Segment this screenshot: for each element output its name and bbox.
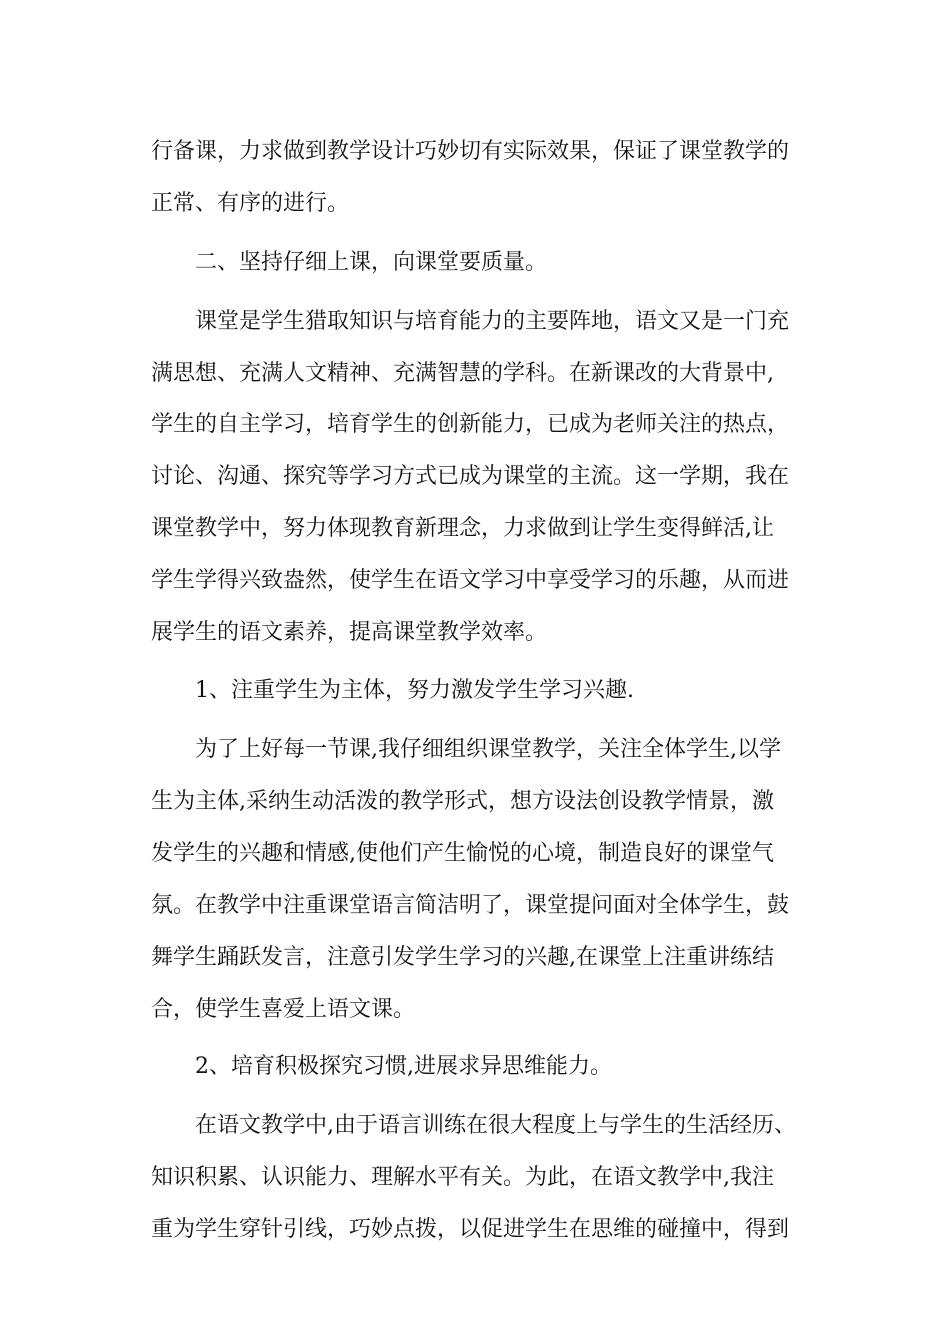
paragraph-line: 正常、有序的进行。 — [151, 191, 350, 216]
paragraph-line: 行备课，力求做到教学设计巧妙切有实际效果，保证了课堂教学的 — [151, 139, 790, 164]
paragraph-line: 合，使学生喜爱上语文课。 — [151, 997, 416, 1022]
paragraph-line: 在语文教学中,由于语言训练在很大程度上与学生的生活经历、 — [195, 1113, 796, 1138]
paragraph-line: 发学生的兴趣和情感,使他们产生愉悦的心境，制造良好的课堂气 — [151, 841, 774, 866]
paragraph-line: 氛。在教学中注重课堂语言简洁明了，课堂提问面对全体学生，鼓 — [151, 893, 790, 918]
paragraph-line: 为了上好每一节课,我仔细组织课堂教学，关注全体学生,以学 — [195, 737, 781, 762]
section-heading: 二、坚持仔细上课，向课堂要质量。 — [195, 250, 548, 275]
subsection-heading: 2、培育积极探究习惯,进展求异思维能力。 — [195, 1054, 612, 1079]
paragraph-line: 展学生的语文素养，提高课堂教学效率。 — [151, 620, 548, 645]
paragraph-line: 生为主体,采纳生动活泼的教学形式，想方设法创设教学情景，激 — [151, 789, 774, 814]
paragraph-line: 满思想、充满人文精神、充满智慧的学科。在新课改的大背景中, — [151, 361, 774, 386]
paragraph-line: 学生学得兴致盎然，使学生在语文学习中享受学习的乐趣，从而进 — [151, 568, 790, 593]
paragraph-line: 舞学生踊跃发言，注意引发学生学习的兴趣,在课堂上注重讲练结 — [151, 945, 774, 970]
paragraph-line: 讨论、沟通、探究等学习方式已成为课堂的主流。这一学期，我在 — [151, 464, 790, 489]
paragraph-line: 课堂教学中，努力体现教育新理念，力求做到让学生变得鲜活,让 — [151, 516, 774, 541]
paragraph-line: 重为学生穿针引线，巧妙点拨，以促进学生在思维的碰撞中，得到 — [151, 1217, 790, 1242]
paragraph-line: 知识积累、认识能力、理解水平有关。为此，在语文教学中,我注 — [151, 1165, 774, 1190]
paragraph-line: 课堂是学生猎取知识与培育能力的主要阵地，语文又是一门充 — [195, 309, 790, 334]
paragraph-line: 学生的自主学习，培育学生的创新能力，已成为老师关注的热点， — [151, 412, 790, 437]
subsection-heading: 1、注重学生为主体，努力激发学生学习兴趣. — [195, 678, 634, 703]
